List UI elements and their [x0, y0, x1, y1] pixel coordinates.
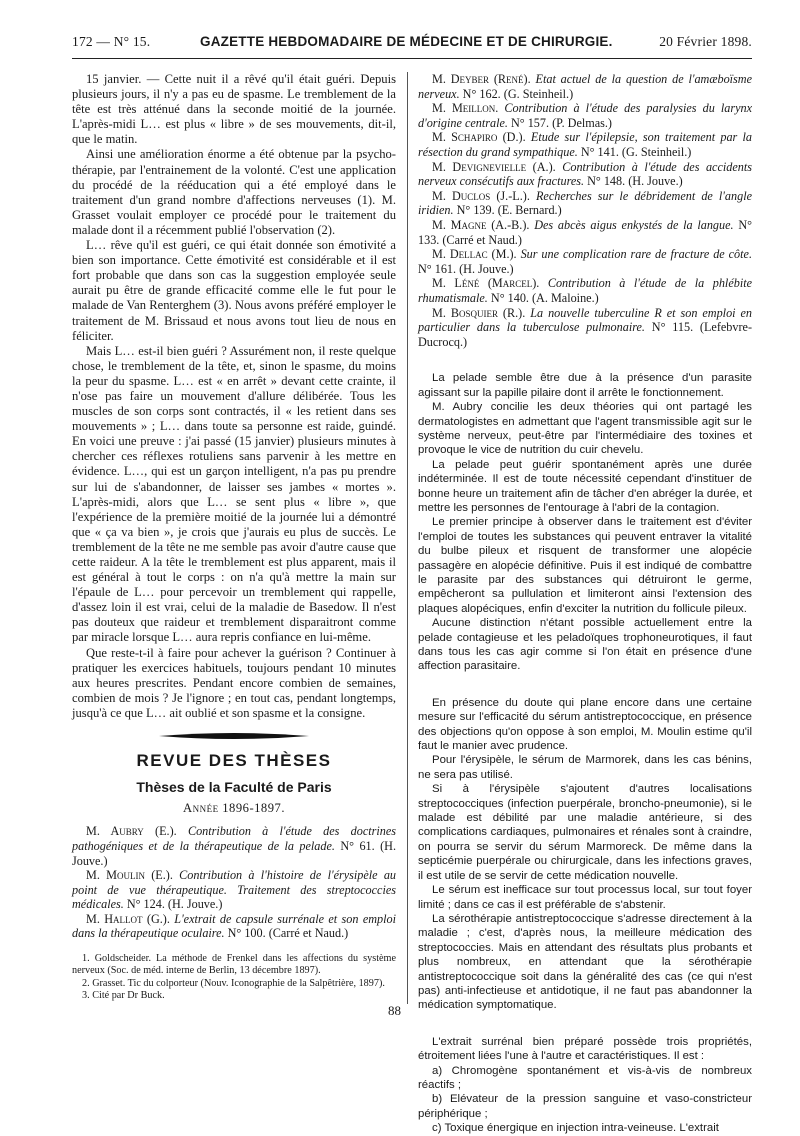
- thesis-author: M. Hallot (G.).: [86, 911, 170, 926]
- paragraph: b) Elévateur de la pression sanguine et vaso-constricteur périphérique ;: [418, 1093, 752, 1120]
- footnote: 2. Grasset. Tic du colporteur (Nouv. Iconographie de la Salpêtrière, 1897).: [82, 977, 385, 989]
- thesis-entry: [418, 72, 752, 101]
- thesis-entry: [72, 912, 396, 941]
- paragraph: La pelade semble être due à la présence d'un parasite agissant sur la papille pilaire dont il arrête le fonctionnement.: [418, 372, 752, 399]
- thesis-entry: [418, 160, 752, 189]
- header-rule: [72, 58, 752, 59]
- paragraph: En présence du doute qui plane encore dans une certaine mesure sur l'efficacité du sérum antistreptococcique, en présence des objections qu'on oppose à son emploi, M. Moulin estime qu'il faut le manier avec prudence.: [418, 696, 752, 753]
- paragraph: La sérothérapie antistreptococcique s'adresse directement à la maladie ; c'est, d'après nous, la meilleure médication des streptococcies. Mais en attendant des résultats plus probants et plus nombreux, en attendant que la sérothérapie antistreptococcique soit dans la généralité des cas (ce qui n'est pas) anti-infectieuse et antidotique, il ne faut pas abandonner la médication symptomatique.: [418, 912, 752, 1012]
- paragraph: a) Chromogène spontanément et vis-à-vis de nombreux réactifs ;: [418, 1064, 752, 1091]
- footnotes: [72, 953, 396, 1003]
- thesis-entry: [418, 306, 752, 350]
- thesis-ref: N° 61. (H. Jouve.): [72, 838, 396, 868]
- section-title: REVUE DES THÈSES: [136, 751, 332, 771]
- thesis-ref: N° 100. (Carré et Naud.): [227, 926, 349, 941]
- thesis-title: Recherches sur le débridement de l'angle iridien.: [418, 188, 752, 218]
- thesis-author: M. Moulin (E.).: [86, 868, 173, 883]
- thesis-entry: [418, 130, 752, 159]
- thesis-author: M. Bosquier (R.).: [432, 305, 526, 320]
- paragraph: Mais L… est-il bien guéri ? Assurément non, il reste quelque chose, le tremblement de la tête, et, sinon le spasme, du moins la peur du spasme. L… est « en arrêt » devant cette crainte, il n'ose pas faire un mouvement d'allure délibérée. Tous les muscles de son corps sont contractés, il « les retient dans ses mouvements » ; L… dans toute sa personne est raide, guindé. En voici une preuve : j'ai passé (15 janvier) plusieurs minutes à chercher ces réflexes rotuliens sans parvenir à les mettre en évidence. L…, qui est un garçon intelligent, n'a pas pu prendre sur lui de s'abandonner, de laisser ses jambes « mortes ». L'après-midi, alors que L… se sent plus « libre », que l'expérience de la première moitié de la journée lui a démontré que « ça va bien », je crois que j'aurais eu plus de succès. Le tremblement de la tête ne me semble pas avoir d'autre cause que cette raideur. A la tête le tremblement est plus apparent, mais il est général à tout le corps : on n'a qu'à mettre la main sur l'épaule de L… pour percevoir un tremblement qui rappelle, d'assez loin il est vrai, celui de la maladie de Basedow. Il n'est pas douteux que raideur et tremblement disparaitront comme par miracle lorsque L… aura repris confiance en lui-même.: [72, 343, 396, 645]
- thesis-ref: N° 157. (P. Delmas.): [510, 115, 612, 130]
- paragraph: 15 janvier. — Cette nuit il a rêvé qu'il était guéri. Depuis plusieurs jours, il n'y a pas eu de spasme. Le tremblement de la tête est très atténué dans la seconde moitié de la journée. L'après-midi L… est plus « libre » de ses mouvements, dit-il, que le matin.: [72, 72, 396, 147]
- thesis-title: Des abcès aigus enkystés de la langue.: [534, 217, 734, 232]
- thesis-entry: [418, 101, 752, 130]
- thesis-title: Etude sur l'épilepsie, son traitement par la résection du grand sympathique.: [418, 130, 753, 159]
- thesis-entry: [418, 189, 752, 218]
- journal-title: GAZETTE HEBDOMADAIRE DE MÉDECINE ET DE CHIRURGIE.: [200, 34, 613, 49]
- thesis-ref: N° 141. (G. Steinheil.): [580, 144, 692, 159]
- thesis-title: La nouvelle tuberculine R et son emploi en particulier dans la tuberculose pulmonaire.: [418, 305, 753, 335]
- thesis-author: M. Deyber (René).: [432, 72, 531, 86]
- paragraph: Ainsi une amélioration énorme a été obtenue par la psycho-thérapie, par l'entrainement de la volonté. C'est une application du procédé de la rééducation qui a été employé dans le traitement d'un grand nombre d'affections nerveuses (1). M. Grasset voulait employer ce procédé pour le traitement du malade dont il a récemment publié l'observation (2).: [72, 147, 396, 237]
- thesis-entry: [418, 247, 752, 276]
- footnote: 1. Goldscheider. La méthode de Frenkel dans les affections du système nerveux (Soc. de méd. interne de Berlin, 13 décembre 1897).: [72, 953, 396, 977]
- thesis-entry: [418, 218, 752, 247]
- paragraph: Le sérum est inefficace sur tout processus local, sur tout foyer limité ; dans ce cas il est préférable de s'abstenir.: [418, 884, 752, 911]
- thesis-title: Contribution à l'étude de la phlébite rhumatismale.: [418, 276, 753, 305]
- thesis-ref: N° 140. (A. Maloine.): [490, 290, 599, 305]
- page-number: 88: [388, 1003, 401, 1018]
- thesis-author: M. Magne (A.-B.).: [432, 217, 530, 232]
- thesis-title: Etat actuel de la question de l'amæboïsme nerveux.: [418, 72, 752, 101]
- right-column: [418, 72, 752, 1136]
- thesis-entry: [418, 276, 752, 305]
- thesis-ref: N° 161. (H. Jouve.): [418, 261, 514, 276]
- thesis-author: M. Dellac (M.).: [432, 247, 517, 262]
- footnote: 3. Cité par Dr Buck.: [82, 990, 165, 1002]
- thesis-entry: [72, 824, 396, 868]
- extrait-surrenal-summary: [418, 1035, 752, 1136]
- ornamental-divider: [159, 731, 309, 741]
- paragraph: Que reste-t-il à faire pour achever la guérison ? Continuer à pratiquer les exercices habituels, toujours pendant 10 minutes aux heures prescrites. Pendant encore combien de semaines, combien de mois ? Je l'ignore ; en tout cas, pendant longtemps, jusqu'à ce que L… ait oublié et son spasme et la consigne.: [72, 645, 396, 720]
- page-issue-number: 172 — N° 15.: [72, 34, 151, 49]
- thesis-title: Contribution à l'étude des accidents nerveux consécutifs aux fractures.: [418, 159, 752, 189]
- thesis-ref: N° 139. (E. Bernard.): [456, 203, 562, 218]
- thesis-title: L'extrait de capsule surrénale et son emploi dans la thérapeutique oculaire.: [72, 911, 397, 941]
- paragraph: Le premier principe à observer dans le traitement est d'éviter l'emploi de toutes les substances qui peuvent entraver la vitalité du bulbe pileux et risquent de transformer une alopécie passagère en alopécie définitive. Puis il est indiqué de combattre le parasite par des substances qui détruiront le germe, empêcheront sa pullulation et limiteront ainsi l'extension des plaques alopéciques, enfin d'exciter la nutrition du follicule pileux.: [418, 516, 752, 615]
- pelade-summary: [418, 371, 752, 674]
- paragraph: M. Aubry concilie les deux théories qui ont partagé les dermatologistes en admettant que l'agent transmissible agit sur le système nerveux, peut-être par l'intermédiaire des toxines et provoque le vice de nutrition du cuir chevelu.: [418, 401, 752, 457]
- column-divider: [407, 72, 408, 1004]
- thesis-author: M. Aubry (E.).: [86, 824, 177, 839]
- left-column: [72, 72, 396, 1003]
- paragraph: c) Toxique énergique en injection intra-veineuse. L'extrait: [432, 1122, 719, 1135]
- thesis-title: Contribution à l'étude des doctrines pathogéniques et de la thérapeutique de la pelade.: [72, 824, 396, 853]
- paragraph: Pour l'érysipèle, le sérum de Marmorek, dans les cas bénins, ne sera pas utilisé.: [418, 754, 752, 781]
- paragraph: La pelade peut guérir spontanément après une durée indéterminée. Il est de toute nécessité cependant d'instituer de bonne heure un traitement afin de tâcher d'en abréger la durée, et mettre les personnes de l'entourage à l'abri de la contagion.: [418, 458, 752, 514]
- paragraph: Si à l'érysipèle s'ajoutent d'autres localisations streptococciques (infection puerpérale, broncho-pneumonie), si le malade est débilité par une maladie antérieure, si des complications cardiaques, pulmonaires et rénales sont à craindre, on pourra se servir du sérum Marmoreck. De même dans la septicémie puerpérale ou chirurgicale, dans les infections graves, il est utile de se servir de cette médication nouvelle.: [418, 783, 752, 882]
- academic-year: Année 1896-1897.: [183, 801, 285, 816]
- issue-date: 20 Février 1898.: [659, 34, 752, 49]
- thesis-ref: N° 162. (G. Steinheil.): [462, 86, 574, 101]
- thesis-author: M. Schapiro (D.).: [432, 130, 526, 145]
- thesis-title: Contribution à l'histoire de l'érysipèle au point de vue thérapeutique. Traitement des streptococcies médicales.: [72, 868, 397, 912]
- thesis-title: Contribution à l'étude des paralysies du larynx d'origine centrale.: [418, 101, 752, 130]
- thesis-author: M. Meillon.: [432, 101, 499, 116]
- thesis-ref: N° 148. (H. Jouve.): [587, 174, 683, 189]
- paragraph: Aucune distinction n'étant possible actuellement entre la pelade contagieuse et les peladoïques trophoneurotiques, il faut dans tous les cas agir comme si l'on était en présence d'une affection parasitaire.: [418, 617, 752, 673]
- thesis-author: M. Devignevielle (A.).: [432, 159, 556, 174]
- running-header: [72, 30, 752, 54]
- thesis-author: M. Léné (Marcel).: [432, 276, 540, 291]
- thesis-entry: [72, 868, 396, 912]
- erysipele-summary: [418, 696, 752, 1013]
- thesis-author: M. Duclos (J.-L.).: [432, 188, 530, 203]
- thesis-ref: N° 133. (Carré et Naud.): [418, 217, 753, 247]
- thesis-ref: N° 115. (Lefebvre-Ducrocq.): [418, 320, 752, 349]
- paragraph: L'extrait surrénal bien préparé possède trois propriétés, étroitement liées l'une à l'autre et caractéristiques. Il est :: [418, 1035, 752, 1063]
- thesis-title: Sur une complication rare de fracture de côte.: [520, 247, 752, 262]
- thesis-ref: N° 124. (H. Jouve.): [126, 897, 223, 912]
- subsection-title: Thèses de la Faculté de Paris: [136, 779, 332, 796]
- paragraph: L… rêve qu'il est guéri, ce qui était donnée son émotivité a bien son importance. Cette émotivité est considérable et il est fort probable que dans son cas la suggestion employée seule aurait pu être de grande efficacité comme elle le fut pour le malade de Van Renterghem (3). Nous avons préféré employer le traitement de M. Brissaud et nous avons tout lieu de nous en féliciter.: [72, 238, 396, 343]
